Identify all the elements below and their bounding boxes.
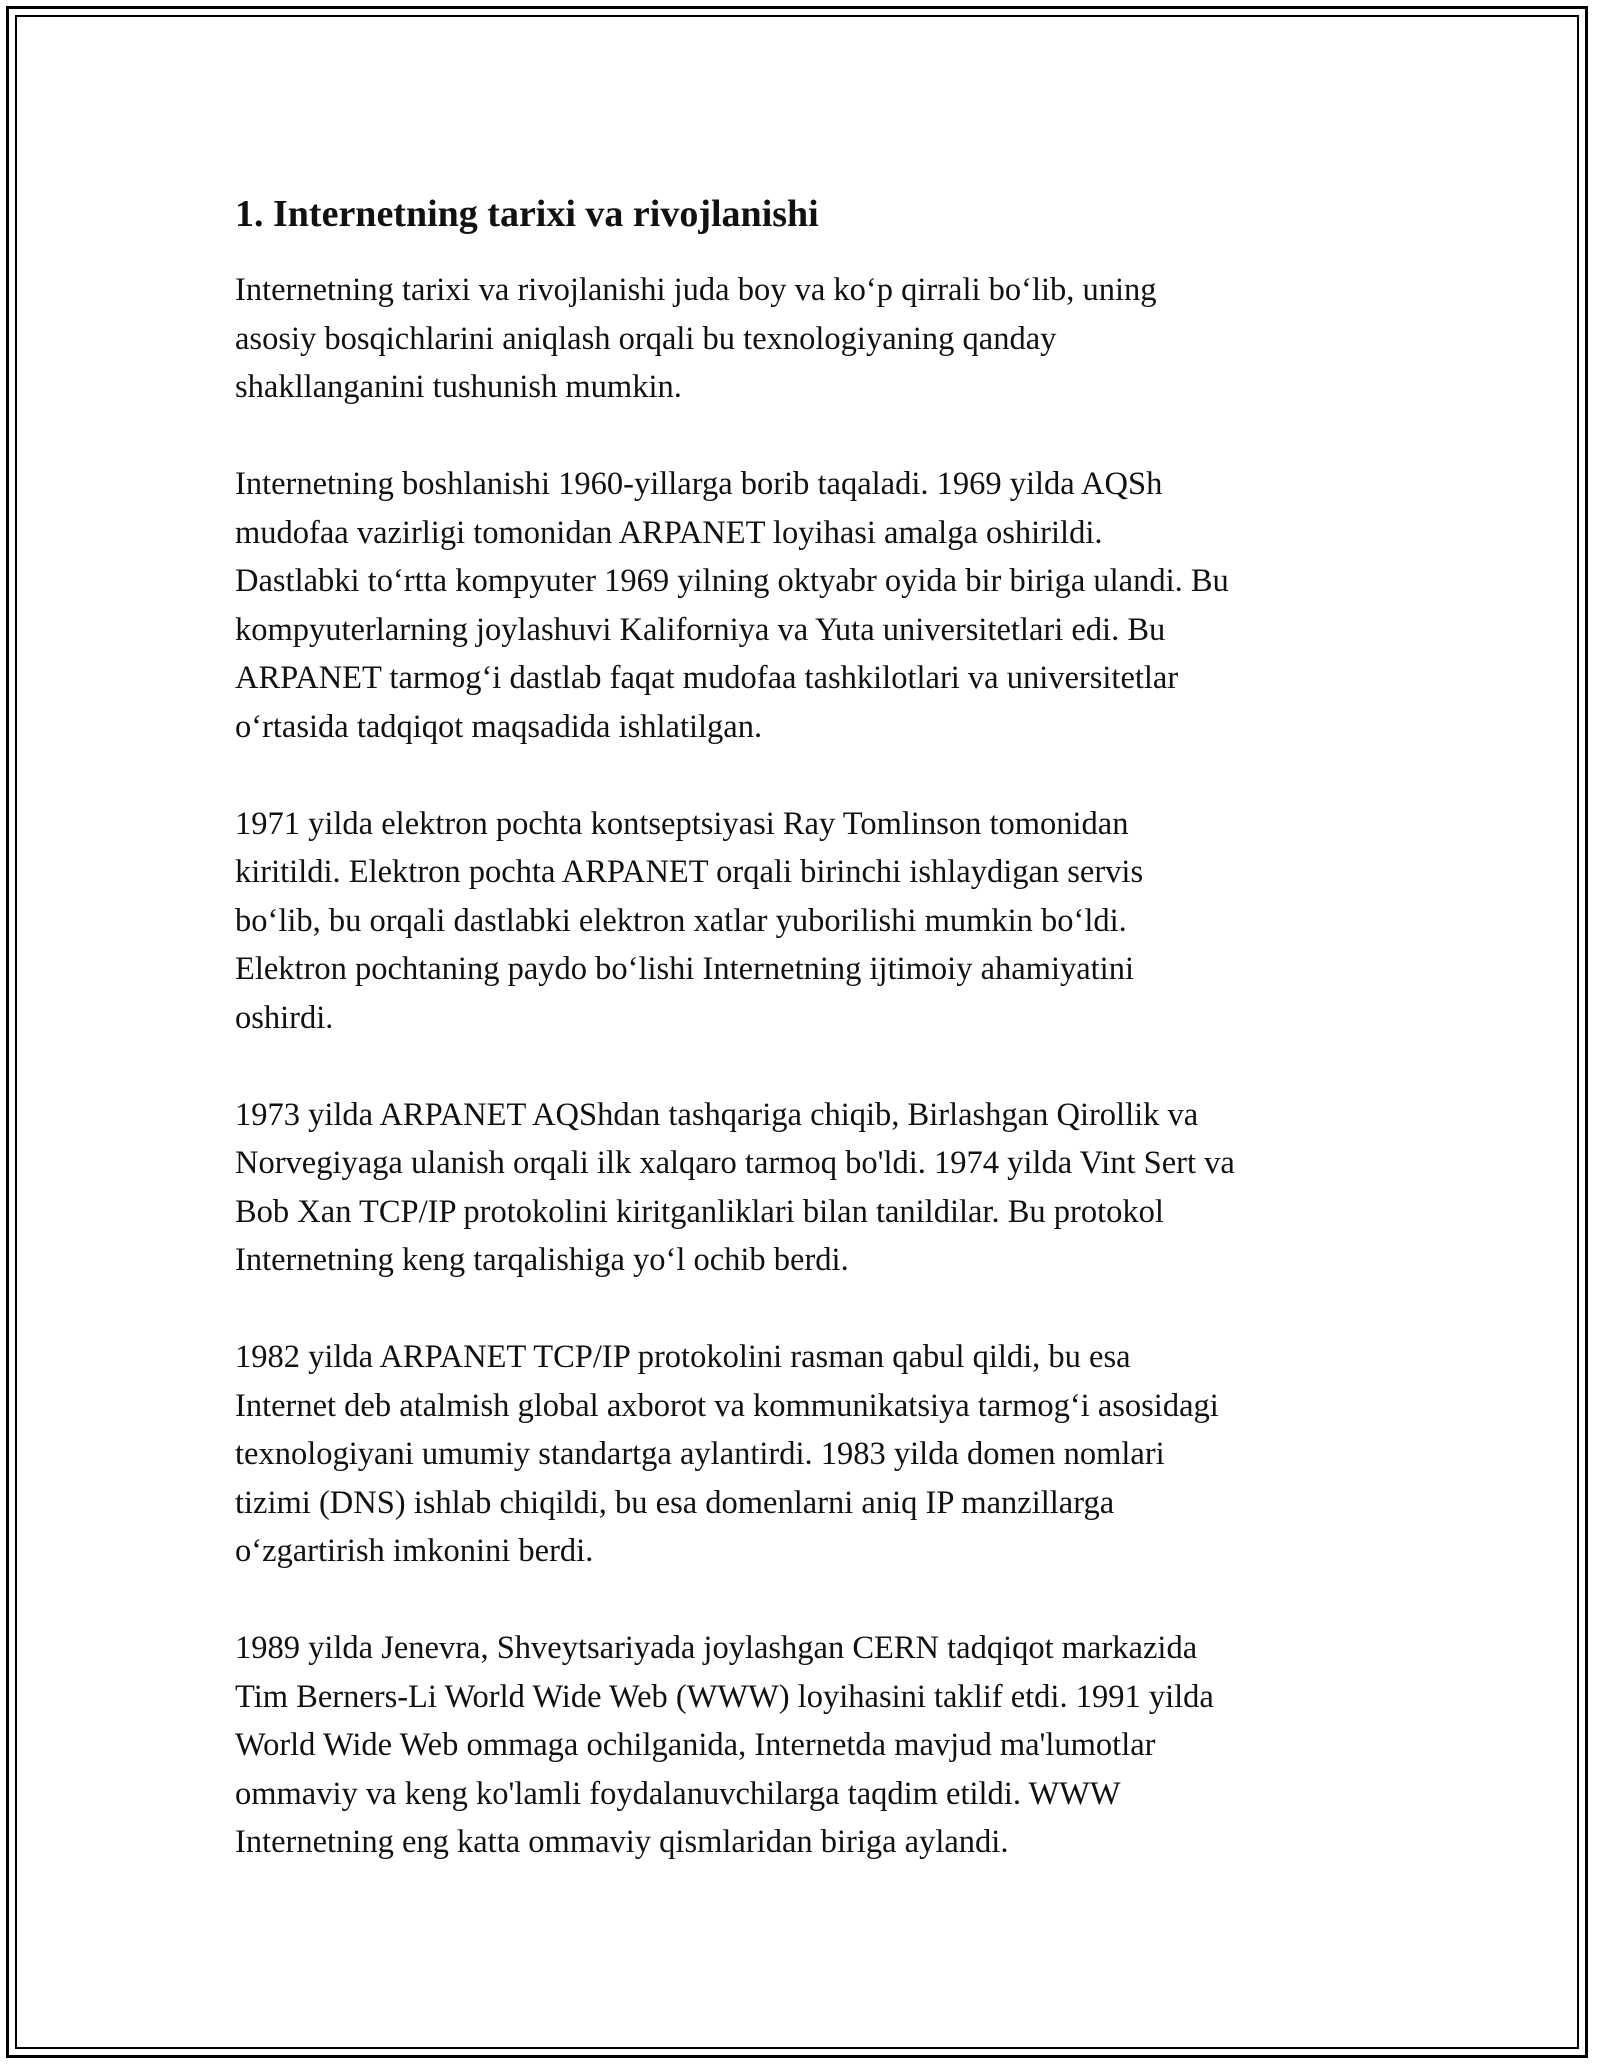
- paragraph-line: asosiy bosqichlarini aniqlash orqali bu texnologiyaning qanday: [235, 320, 1057, 357]
- paragraph-line: shakllanganini tushunish mumkin.: [235, 369, 682, 405]
- paragraph-line: World Wide Web ommaga ochilganida, Internetda mavjud ma'lumotlar: [235, 1727, 1156, 1763]
- paragraph-line: Dastlabki to‘rtta kompyuter 1969 yilning oktyabr oyida bir biriga ulandi. Bu: [235, 563, 1229, 599]
- paragraph-line: Internetning tarixi va rivojlanishi juda boy va ko‘p qirrali bo‘lib, uning: [235, 272, 1157, 308]
- paragraph-line: 1982 yilda ARPANET TCP/IP protokolini rasman qabul qildi, bu esa: [235, 1339, 1131, 1375]
- paragraph: [235, 1091, 1395, 1285]
- paragraph-line: Internetning keng tarqalishiga yo‘l ochib berdi.: [235, 1242, 849, 1278]
- document-body: [235, 190, 1395, 1915]
- section-heading: 1. Internetning tarixi va rivojlanishi: [235, 193, 819, 235]
- paragraph-line: ARPANET tarmog‘i dastlab faqat mudofaa tashkilotlari va universitetlar: [235, 660, 1179, 696]
- paragraph-line: 1971 yilda elektron pochta kontseptsiyasi Ray Tomlinson tomonidan: [235, 805, 1129, 842]
- paragraph-line: Elektron pochtaning paydo bo‘lishi Internetning ijtimoiy ahamiyatini: [235, 951, 1134, 987]
- paragraph-line: oshirdi.: [235, 999, 334, 1036]
- paragraph: [235, 266, 1395, 412]
- paragraph-line: Norvegiyaga ulanish orqali ilk xalqaro tarmoq bo'ldi. 1974 yilda Vint Sert va: [235, 1145, 1235, 1181]
- paragraph-line: kompyuterlarning joylashuvi Kaliforniya va Yuta universitetlari edi. Bu: [235, 611, 1166, 648]
- paragraph-line: mudofaa vazirligi tomonidan ARPANET loyihasi amalga oshirildi.: [235, 514, 1103, 551]
- paragraph-line: Internet deb atalmish global axborot va kommunikatsiya tarmog‘i asosidagi: [235, 1387, 1219, 1424]
- paragraph-line: Bob Xan TCP/IP protokolini kiritganliklari bilan tanildilar. Bu protokol: [235, 1193, 1164, 1230]
- paragraph: [235, 800, 1395, 1043]
- paragraph-line: o‘zgartirish imkonini berdi.: [235, 1533, 594, 1569]
- paragraph-line: 1973 yilda ARPANET AQShdan tashqariga chiqib, Birlashgan Qirollik va: [235, 1096, 1199, 1133]
- paragraph-line: Tim Berners-Li World Wide Web (WWW) loyihasini taklif etdi. 1991 yilda: [235, 1678, 1214, 1715]
- paragraph-line: Internetning eng katta ommaviy qismlaridan biriga aylandi.: [235, 1824, 1009, 1860]
- paragraph-line: texnologiyani umumiy standartga aylantirdi. 1983 yilda domen nomlari: [235, 1436, 1165, 1472]
- paragraph: [235, 1333, 1395, 1576]
- paragraph-line: Internetning boshlanishi 1960-yillarga borib taqaladi. 1969 yilda AQSh: [235, 466, 1163, 502]
- paragraph-container: [235, 266, 1395, 1867]
- paragraph-line: ommaviy va keng ko'lamli foydalanuvchilarga taqdim etildi. WWW: [235, 1775, 1121, 1812]
- paragraph: [235, 1624, 1395, 1867]
- paragraph: [235, 460, 1395, 751]
- paragraph-line: 1989 yilda Jenevra, Shveytsariyada joylashgan CERN tadqiqot markazida: [235, 1630, 1198, 1666]
- paragraph-line: bo‘lib, bu orqali dastlabki elektron xatlar yuborilishi mumkin bo‘ldi.: [235, 902, 1127, 939]
- paragraph-line: tizimi (DNS) ishlab chiqildi, bu esa domenlarni aniq IP manzillarga: [235, 1484, 1115, 1521]
- paragraph-line: o‘rtasida tadqiqot maqsadida ishlatilgan.: [235, 708, 763, 745]
- paragraph-line: kiritildi. Elektron pochta ARPANET orqali birinchi ishlaydigan servis: [235, 854, 1144, 890]
